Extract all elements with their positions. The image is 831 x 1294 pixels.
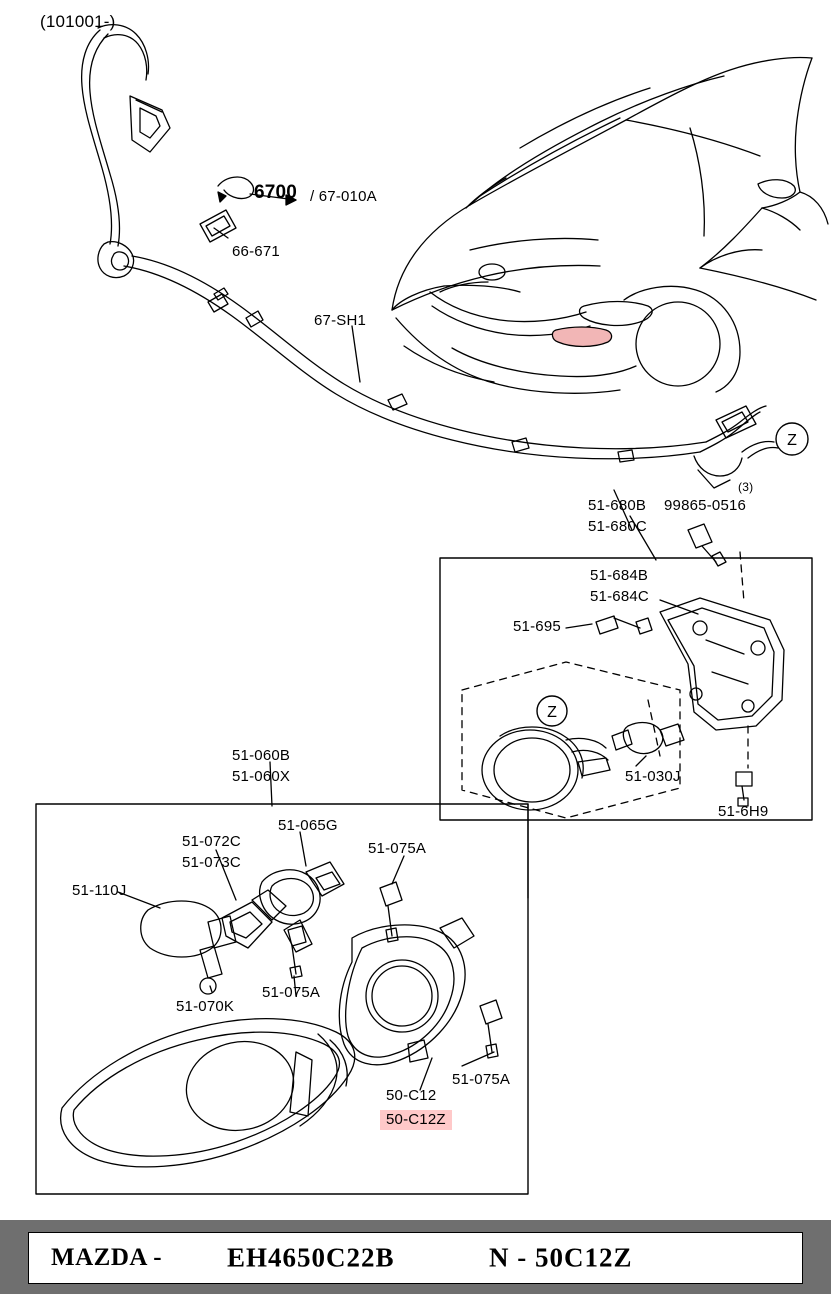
part-label-99865-0516: 99865-0516 <box>664 497 747 514</box>
part-label-51-060B: 51-060B <box>232 747 291 764</box>
part-label-51-030J: 51-030J <box>625 768 681 785</box>
part-label-67-010A: / 67-010A <box>310 188 377 205</box>
part-label-51-6H9: 51-6H9 <box>718 803 769 820</box>
part-label-51-070K: 51-070K <box>176 998 235 1015</box>
reference-label: N - 50C12Z <box>489 1242 633 1273</box>
part-label-51-110J: 51-110J <box>72 882 127 899</box>
footer-bar-inner <box>28 1232 803 1284</box>
part-label-51-075A-bottom: 51-075A <box>452 1071 511 1088</box>
svg-text:Z: Z <box>547 704 557 721</box>
part-label-51-695: 51-695 <box>513 618 561 635</box>
part-label-51-075A-top: 51-075A <box>368 840 427 857</box>
part-label-51-680C: 51-680C <box>588 518 647 535</box>
part-label-66-671: 66-671 <box>232 243 280 260</box>
part-label-51-075A-mid: 51-075A <box>262 984 321 1001</box>
part-label-51-073C: 51-073C <box>182 854 241 871</box>
quantity-note-3: (3) <box>738 480 754 494</box>
part-label-50-C12Z-highlighted: 50-C12Z <box>380 1110 452 1130</box>
part-label-51-060X: 51-060X <box>232 768 291 785</box>
part-number-label: EH4650C22B <box>227 1242 395 1273</box>
svg-text:Z: Z <box>787 432 797 449</box>
part-label-67-SH1: 67-SH1 <box>314 312 367 329</box>
part-label-6700: 6700 <box>254 182 298 203</box>
part-label-51-684B: 51-684B <box>590 567 649 584</box>
part-label-50-C12: 50-C12 <box>386 1087 437 1104</box>
part-label-51-680B: 51-680B <box>588 497 647 514</box>
part-label-51-065G: 51-065G <box>278 817 338 834</box>
brand-label: MAZDA - <box>51 1244 163 1271</box>
part-label-51-684C: 51-684C <box>590 588 649 605</box>
footer-bar <box>0 1220 831 1294</box>
part-label-51-072C: 51-072C <box>182 833 241 850</box>
date-range-label: (101001-) <box>40 12 116 31</box>
